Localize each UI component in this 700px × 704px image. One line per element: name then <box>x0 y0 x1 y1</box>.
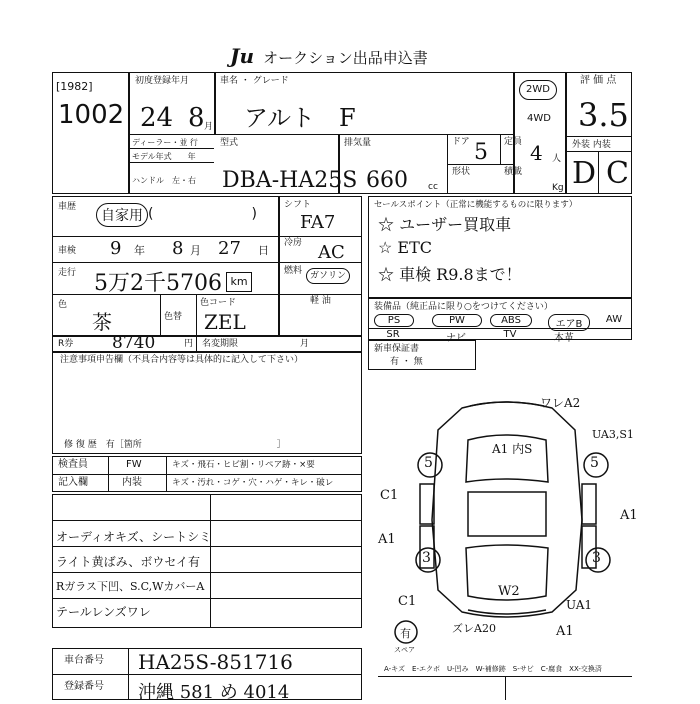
first-reg-year: 24 <box>140 103 174 133</box>
equip-navi: ナビ <box>446 333 466 344</box>
load-label: 積載 <box>504 167 523 177</box>
history-label: 車歴 <box>58 202 77 212</box>
repair-history-label: 修 復 歴 有［箇所 ］ <box>64 440 286 450</box>
inspection-label: 車検 <box>58 246 77 256</box>
notes-frame <box>52 352 362 454</box>
mark-rear-glass: W2 <box>498 584 520 599</box>
year-code: [1982] <box>56 80 93 93</box>
chassis-value: HA25S-851716 <box>138 650 293 674</box>
car-front-bumper <box>470 402 544 406</box>
doors-value: 5 <box>474 140 488 165</box>
mark-right-front: UA3,S1 <box>592 428 634 441</box>
equip-abs: ABS <box>490 314 532 327</box>
model-value: DBA-HA25S <box>222 168 358 193</box>
color-code-value: ZEL <box>204 310 246 334</box>
car-name-label: 車名 ・ グレード <box>220 76 289 86</box>
entry-label: 記入欄 <box>58 477 88 488</box>
meter-change-label: 名変期限 <box>202 339 239 349</box>
fuel-label: 燃料 <box>284 266 303 276</box>
sales-point-line-1: ☆ ユーザー買取車 <box>378 215 512 234</box>
inspection-month-unit: 月 <box>190 244 201 257</box>
drive-2wd: 2WD <box>519 80 557 100</box>
inspection-day: 27 <box>218 238 241 259</box>
form-header <box>230 44 490 66</box>
sales-point-label: セールスポイント（正常に機能するものに限ります） <box>374 200 578 210</box>
inspection-year: 9 <box>110 238 122 259</box>
car-left-door-front <box>420 484 434 524</box>
load-unit: Kg <box>552 183 564 193</box>
mark-right-side: A1 <box>620 508 638 523</box>
fuel-gasoline: ガソリン <box>306 268 350 284</box>
damage-legend: A-キズ E-エクボ U-凹み W-補修跡 S-サビ C-腐食 XX-交換済 <box>384 665 602 673</box>
interior-value: C <box>606 156 629 191</box>
capacity-label: 定員 <box>504 137 523 147</box>
dealer-label: ディーラー・並 行 <box>132 138 198 147</box>
mark-right-rear-2: A1 <box>556 624 574 639</box>
drive-4wd: 4WD <box>527 113 551 124</box>
mark-top: ワレA2 <box>540 396 581 410</box>
aircon-label: 冷房 <box>284 238 303 248</box>
inspector-fw-desc: キズ・飛石・ヒビ割・リペア跡・×要 <box>172 460 315 470</box>
meter-change-unit: 月 <box>300 339 310 349</box>
remark-2: ライト黄ばみ、ボウセイ有 <box>56 555 201 569</box>
equip-leather: 本革 <box>554 333 574 344</box>
remark-3: Rガラス下凹、S.C,WカバーA <box>56 580 205 593</box>
first-reg-month: 8 <box>188 103 205 133</box>
car-roof <box>468 492 546 536</box>
mark-hood: A1 内S <box>492 442 533 456</box>
first-reg-label: 初度登録年月 <box>135 76 190 86</box>
fuel-diesel: 軽 油 <box>310 296 331 306</box>
remark-4: テールレンズワレ <box>56 605 151 619</box>
form-title: オークション出品申込書 <box>263 49 428 67</box>
car-rear-bumper <box>468 610 546 614</box>
inspector-label: 検査員 <box>58 459 88 470</box>
history-value: 自家用 <box>96 203 148 227</box>
warranty-label: 新車保証書 <box>374 344 420 354</box>
mark-left-front: C1 <box>380 488 399 503</box>
spare-value: 有 <box>400 627 411 640</box>
displacement-value: 660 <box>366 168 408 193</box>
model-label: 型式 <box>220 138 239 148</box>
first-reg-month-unit: 月 <box>204 122 214 132</box>
car-name-value: アルト F <box>244 104 356 132</box>
color-value: 茶 <box>92 310 112 334</box>
sales-point-line-3: ☆ 車検 R9.8まで！ <box>378 265 522 284</box>
shift-label: シフト <box>284 200 312 210</box>
tire-rl-value: 3 <box>422 550 431 566</box>
tire-rr-value: 3 <box>592 550 601 566</box>
capacity-unit: 人 <box>552 154 562 164</box>
mark-bumper: ズレA20 <box>452 622 496 635</box>
equip-tv: TV <box>503 329 517 340</box>
sales-point-line-2: ☆ ETC <box>378 238 433 257</box>
warranty-value: 有 ・ 無 <box>390 357 423 367</box>
entry-interior-desc: キズ・汚れ・コゲ・穴・ハゲ・キレ・破レ <box>172 478 334 488</box>
shape-label: 形状 <box>452 167 471 177</box>
inspector-fw: FW <box>126 459 142 470</box>
lot-number: 1002 <box>58 100 125 130</box>
equip-pw: PW <box>432 314 482 327</box>
history-paren: ( ) <box>148 206 257 222</box>
recycle-value: 8740 <box>112 333 156 353</box>
registration-label: 登録番号 <box>64 681 104 692</box>
exterior-value: D <box>572 156 597 191</box>
equip-ps: PS <box>374 314 414 327</box>
model-year-label: モデル年式 年 <box>132 152 196 161</box>
inspection-month: 8 <box>172 238 184 259</box>
displacement-label: 排気量 <box>344 138 372 148</box>
recycle-label: R券 <box>58 339 74 349</box>
inspection-year-unit: 年 <box>134 244 145 257</box>
mileage-label: 走行 <box>58 268 77 278</box>
inspection-day-unit: 日 <box>258 244 269 257</box>
tire-fr-value: 5 <box>590 455 599 471</box>
color-change-label: 色替 <box>164 312 183 322</box>
chassis-label: 車台番号 <box>64 655 104 666</box>
ju-logo: Ju <box>230 44 255 68</box>
registration-value: 沖縄 581 め 4014 <box>138 682 290 703</box>
equip-sr: SR <box>386 329 400 340</box>
mileage-value: 5万2千5706 <box>94 271 222 296</box>
aircon-value: AC <box>318 242 345 263</box>
equipment-label: 装備品（純正品に限り○をつけてください） <box>374 302 553 312</box>
handle-label: ハンドル 左・右 <box>132 176 196 185</box>
car-right-door-front <box>582 484 596 524</box>
mark-right-rear: UA1 <box>566 598 593 612</box>
equip-aw: AW <box>605 314 623 325</box>
displacement-unit: cc <box>428 182 438 192</box>
remark-1: オーディオキズ、シートシミ <box>56 530 212 544</box>
doors-label: ドア <box>452 137 470 147</box>
rating-value: 3.5 <box>578 96 629 134</box>
equip-airbag: エアB <box>548 314 590 331</box>
mark-left-side: A1 <box>378 532 396 547</box>
rating-label: 評 価 点 <box>580 75 617 86</box>
color-code-label: 色コード <box>200 298 237 308</box>
recycle-unit: 円 <box>184 339 194 349</box>
tire-fl-value: 5 <box>424 455 433 471</box>
spare-label: スペア <box>394 646 415 654</box>
color-label: 色 <box>58 300 68 310</box>
entry-interior: 内装 <box>122 477 142 488</box>
exterior-interior-label: 外装 内装 <box>572 140 611 150</box>
mileage-unit-box: km <box>226 272 252 292</box>
shift-value: FA7 <box>300 212 336 233</box>
mark-left-rear: C1 <box>398 594 417 609</box>
capacity-value: 4 <box>530 141 543 165</box>
notes-label: 注意事項申告欄（不具合内容等は具体的に記入して下さい） <box>60 355 304 365</box>
